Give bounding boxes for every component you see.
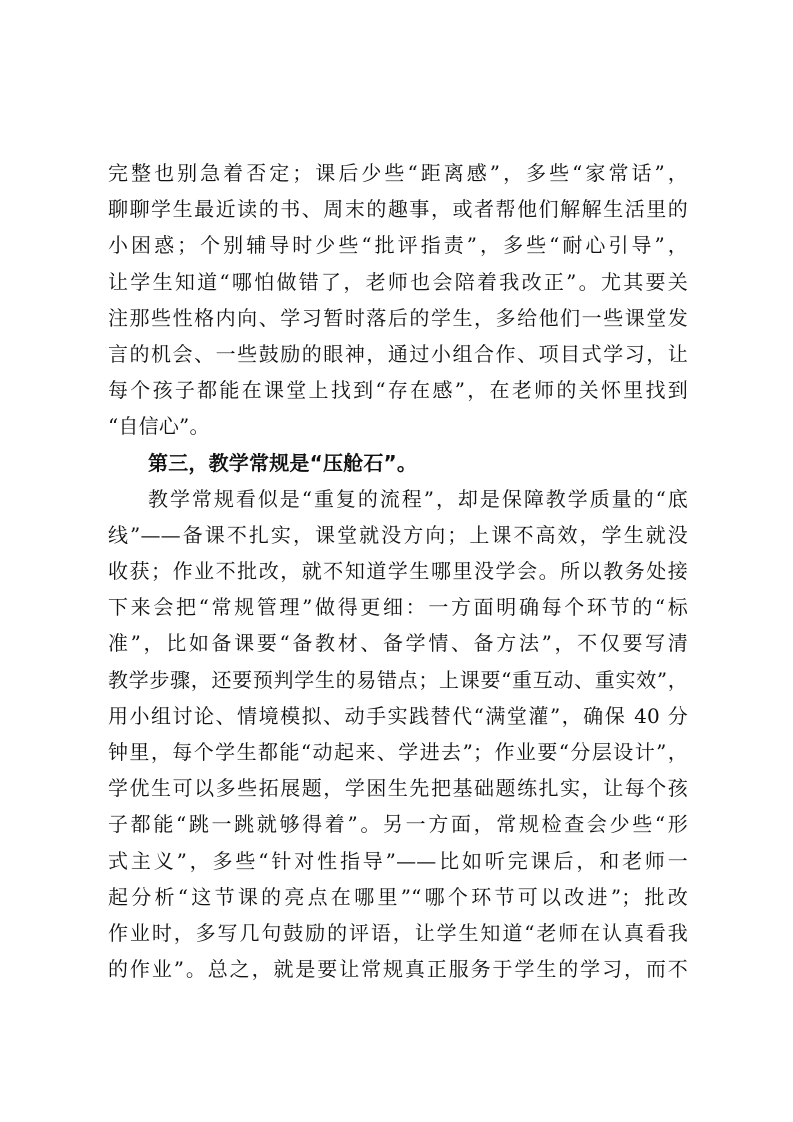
text-line: 作业时，多写几句鼓励的评语，让学生知道“老师在认真看我 — [108, 920, 688, 945]
text-line: 让学生知道“哪怕做错了，老师也会陪着我改正”。尤其要关 — [108, 269, 688, 294]
section-heading: 第三，教学常规是“压舱石”。 — [148, 450, 418, 475]
text-line: 聊聊学生最近读的书、周末的趣事，或者帮他们解解生活里的 — [108, 197, 688, 222]
text-line: 式主义”，多些“针对性指导”——比如听完课后，和老师一 — [108, 848, 688, 873]
text-line: 完整也别急着否定；课后少些“距离感”，多些“家常话”， — [108, 161, 688, 185]
text-line: 的作业”。总之，就是要让常规真正服务于学生的学习，而不 — [108, 957, 688, 982]
text-line: 准”，比如备课要“备教材、备学情、备方法”，不仅要写清 — [108, 631, 688, 656]
text-line: 教学常规看似是“重复的流程”，却是保障教学质量的“底 — [148, 486, 688, 511]
text-line: 学优生可以多些拓展题，学困生先把基础题练扎实，让每个孩 — [108, 776, 688, 801]
text-line: 注那些性格内向、学习暂时落后的学生，多给他们一些课堂发 — [108, 305, 688, 330]
text-line: “自信心”。 — [108, 414, 210, 439]
text-line: 用小组讨论、情境模拟、动手实践替代“满堂灌”，确保 40 分 — [108, 703, 688, 728]
text-line: 言的机会、一些鼓励的眼神，通过小组合作、项目式学习，让 — [108, 341, 688, 366]
text-line: 下来会把“常规管理”做得更细：一方面明确每个环节的“标 — [108, 595, 688, 620]
document-body — [108, 155, 688, 987]
text-line: 线”——备课不扎实，课堂就没方向；上课不高效，学生就没 — [108, 522, 688, 547]
text-line: 收获；作业不批改，就不知道学生哪里没学会。所以教务处接 — [108, 559, 688, 584]
text-line: 每个孩子都能在课堂上找到“存在感”，在老师的关怀里找到 — [108, 378, 688, 403]
text-line: 起分析“这节课的亮点在哪里”“哪个环节可以改进”；批改 — [108, 884, 688, 909]
text-line: 教学步骤，还要预判学生的易错点；上课要“重互动、重实效”， — [108, 667, 688, 692]
text-line: 子都能“跳一跳就够得着”。另一方面，常规检查会少些“形 — [108, 812, 688, 837]
text-line: 钟里，每个学生都能“动起来、学进去”；作业要“分层设计”， — [108, 740, 688, 764]
text-line: 小困惑；个别辅导时少些“批评指责”，多些“耐心引导”， — [108, 233, 688, 258]
